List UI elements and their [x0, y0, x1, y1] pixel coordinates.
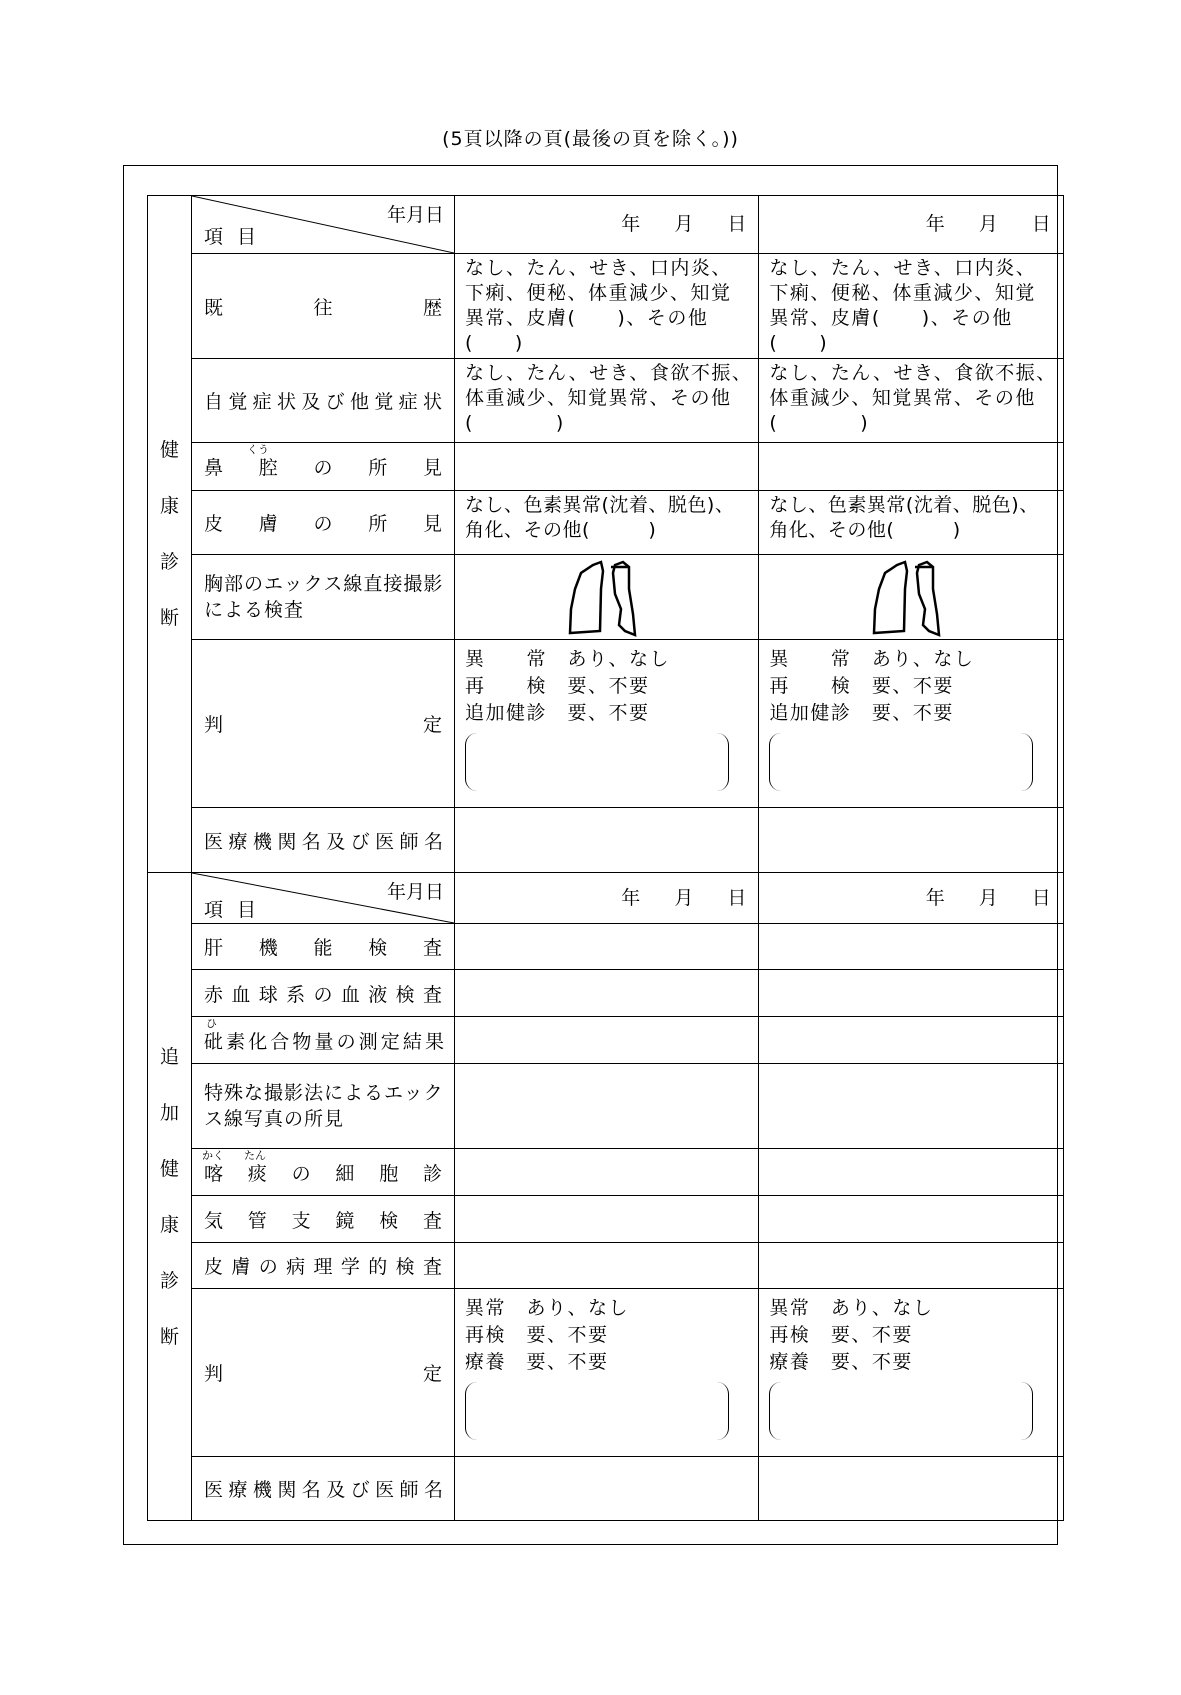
row-label-history: 既往歴 — [192, 254, 455, 359]
skin-cell[interactable]: なし、色素異常(沈着、脱色)、 角化、その他( ) — [759, 491, 1063, 555]
history-cell[interactable]: なし、たん、せき、口内炎、 下痢、便秘、体重減少、知覚 異常、皮膚( )、その他 ( ) — [455, 254, 759, 359]
sputum-cell[interactable] — [455, 1149, 759, 1196]
row-label-skin: 皮膚の所見 — [192, 491, 455, 555]
row-label-symptoms: 自覚症状及び他覚症状 — [192, 359, 455, 443]
nasal-cell[interactable] — [759, 443, 1063, 491]
health-exam-table — [147, 195, 1064, 1521]
doctor-cell[interactable] — [455, 808, 759, 873]
remarks-bracket[interactable] — [769, 733, 1033, 791]
row-label-doctor: 医療機関名及び医師名 — [192, 1457, 455, 1521]
row-label-liver: 肝機能検査 — [192, 924, 455, 970]
lung-diagram-icon — [871, 559, 955, 637]
symptoms-cell[interactable]: なし、たん、せき、食欲不振、 体重減少、知覚異常、その他 ( ) — [455, 359, 759, 443]
header-date-label: 年月日 — [386, 881, 444, 903]
judgment-cell[interactable]: 異 常 あり、なし 再 検 要、不要 追加健診 要、不要 — [455, 640, 759, 808]
page-title: (5頁以降の頁(最後の頁を除く。)) — [442, 128, 739, 150]
history-cell[interactable]: なし、たん、せき、口内炎、 下痢、便秘、体重減少、知覚 異常、皮膚( )、その他 ( ) — [759, 254, 1063, 359]
doctor-cell[interactable] — [759, 1457, 1063, 1521]
row-label-xray: 胸部のエックス線直接撮影による検査 — [192, 555, 455, 640]
date-field[interactable]: 年 月 日 — [455, 196, 759, 254]
blood-cell[interactable] — [455, 970, 759, 1017]
special-xray-cell[interactable] — [455, 1064, 759, 1149]
date-field[interactable]: 年 月 日 — [759, 196, 1063, 254]
symptoms-cell[interactable]: なし、たん、せき、食欲不振、 体重減少、知覚異常、その他 ( ) — [759, 359, 1063, 443]
remarks-bracket[interactable] — [465, 733, 729, 791]
doctor-cell[interactable] — [759, 808, 1063, 873]
special-xray-cell[interactable] — [759, 1064, 1063, 1149]
judgment-cell[interactable]: 異常 あり、なし 再検 要、不要 療養 要、不要 — [455, 1289, 759, 1457]
remarks-bracket[interactable] — [769, 1382, 1033, 1440]
doctor-cell[interactable] — [455, 1457, 759, 1521]
liver-cell[interactable] — [455, 924, 759, 970]
lung-diagram-icon — [567, 559, 651, 637]
remarks-bracket[interactable] — [465, 1382, 729, 1440]
skin-pathology-cell[interactable] — [759, 1243, 1063, 1289]
row-label-doctor: 医療機関名及び医師名 — [192, 808, 455, 873]
section-label-health-exam: 健 康 診 断 — [148, 196, 192, 873]
skin-pathology-cell[interactable] — [455, 1243, 759, 1289]
row-label-bronchoscopy: 気管支鏡検査 — [192, 1196, 455, 1243]
header-date-label: 年月日 — [386, 204, 444, 226]
row-label-nasal: くう 鼻腔の所見 — [192, 443, 455, 491]
row-label-sputum: かく たん 喀痰の細胞診 — [192, 1149, 455, 1196]
row-label-judgment: 判定 — [192, 640, 455, 808]
section-label-additional-exam: 追 加 健 康 診 断 — [148, 873, 192, 1521]
row-label-arsenic: ひ 砒素化合物量の測定結果 — [192, 1017, 455, 1064]
date-field[interactable]: 年 月 日 — [455, 873, 759, 924]
xray-cell[interactable] — [759, 555, 1063, 640]
judgment-cell[interactable]: 異 常 あり、なし 再 検 要、不要 追加健診 要、不要 — [759, 640, 1063, 808]
skin-cell[interactable]: なし、色素異常(沈着、脱色)、 角化、その他( ) — [455, 491, 759, 555]
xray-cell[interactable] — [455, 555, 759, 640]
arsenic-cell[interactable] — [455, 1017, 759, 1064]
header-item-label: 項目 — [204, 226, 271, 248]
judgment-cell[interactable]: 異常 あり、なし 再検 要、不要 療養 要、不要 — [759, 1289, 1063, 1457]
row-label-skin-pathology: 皮膚の病理学的検査 — [192, 1243, 455, 1289]
header-diagonal-cell — [192, 196, 455, 254]
liver-cell[interactable] — [759, 924, 1063, 970]
sputum-cell[interactable] — [759, 1149, 1063, 1196]
blood-cell[interactable] — [759, 970, 1063, 1017]
bronchoscopy-cell[interactable] — [455, 1196, 759, 1243]
header-diagonal-cell — [192, 873, 455, 924]
nasal-cell[interactable] — [455, 443, 759, 491]
bronchoscopy-cell[interactable] — [759, 1196, 1063, 1243]
row-label-special-xray: 特殊な撮影法によるエックス線写真の所見 — [192, 1064, 455, 1149]
header-item-label: 項目 — [204, 899, 271, 921]
date-field[interactable]: 年 月 日 — [759, 873, 1063, 924]
arsenic-cell[interactable] — [759, 1017, 1063, 1064]
row-label-judgment: 判定 — [192, 1289, 455, 1457]
row-label-blood: 赤血球系の血液検査 — [192, 970, 455, 1017]
